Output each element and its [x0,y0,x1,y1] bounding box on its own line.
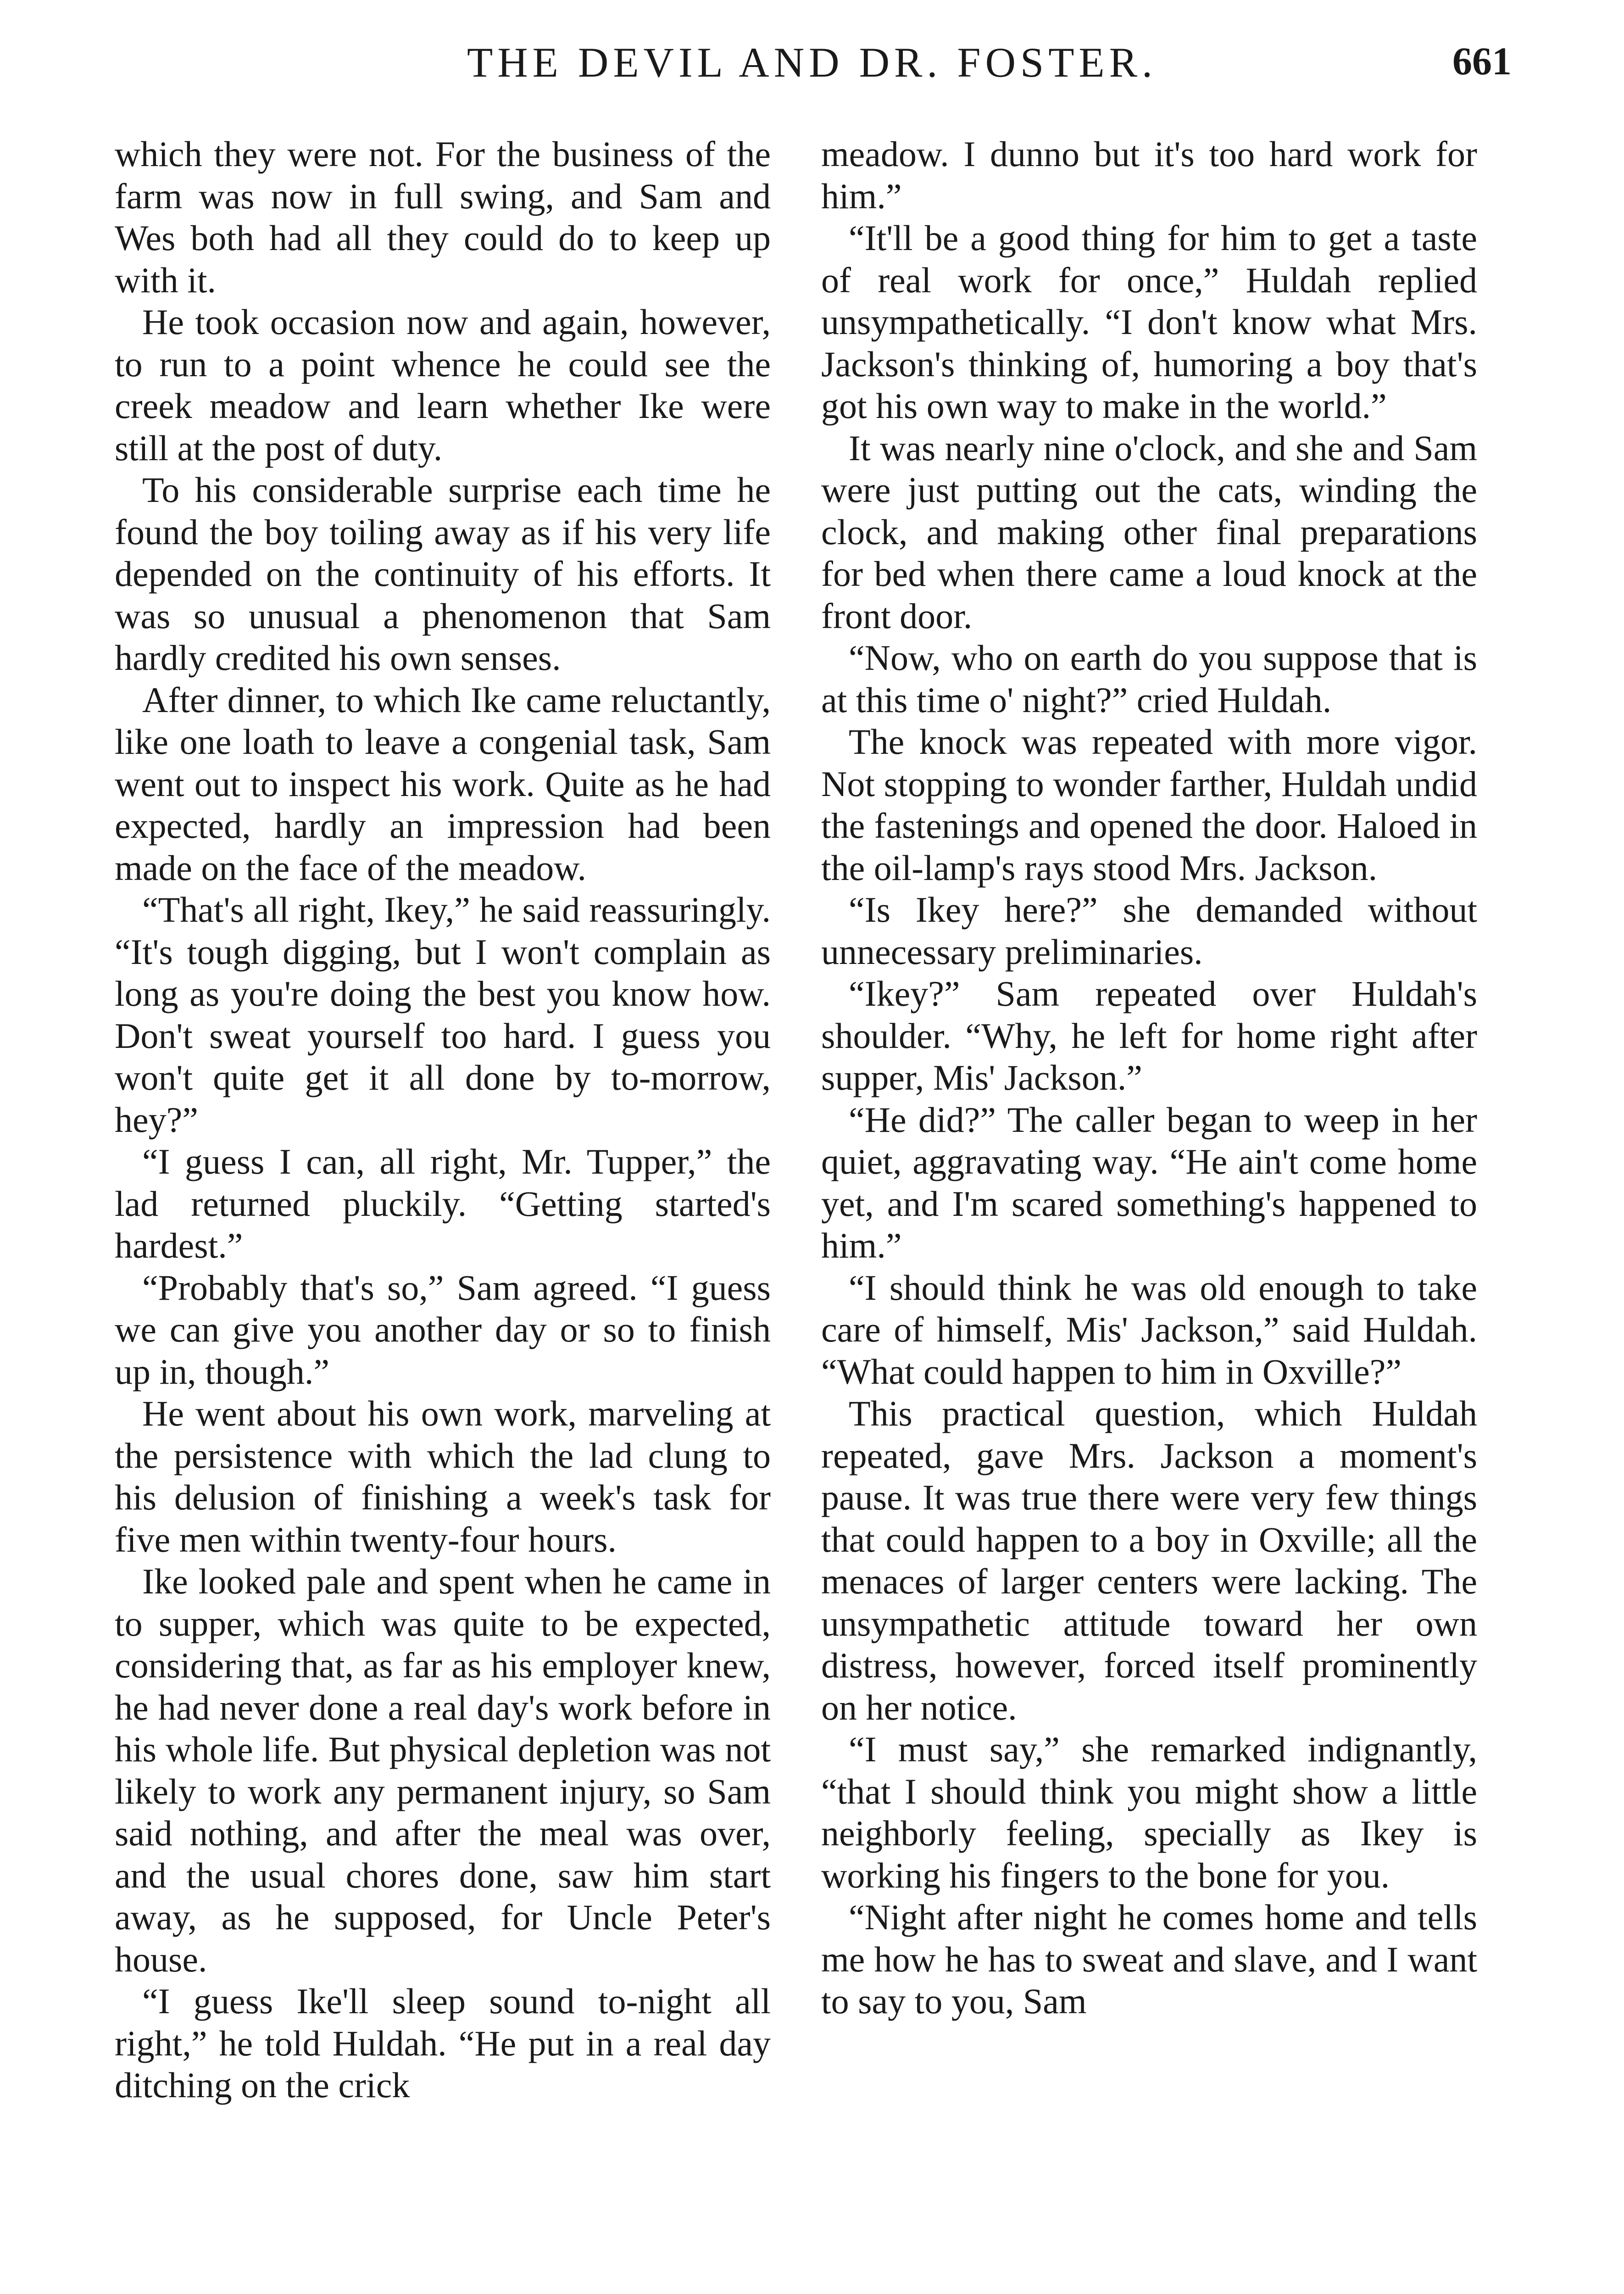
paragraph: To his considerable surprise each time he found the boy toiling away as if his very life depended on the continuity of his efforts. It was so unusual a phenomenon that Sam hardly credited his own senses. [115,470,771,678]
paragraph: “I must say,” she remarked indignantly, “that I should think you might show a little neighborly feeling, specially as Ikey is working his fingers to the bone for you. [821,1729,1477,1895]
paragraph: It was nearly nine o'clock, and she and Sam were just putting out the cats, winding the clock, and making other final preparations for bed when there came a loud knock at the front door. [821,428,1477,636]
running-title: THE DEVIL AND DR. FOSTER. [467,39,1157,86]
paragraph: “I guess I can, all right, Mr. Tupper,” the lad returned pluckily. “Getting started's hardest.” [115,1141,771,1265]
paragraph: After dinner, to which Ike came reluctantly, like one loath to leave a congenial task, Sam went out to inspect his work. Quite as he had expected, hardly an impression had been made on the face of the meadow. [115,679,771,888]
page-number: 661 [1452,39,1512,83]
paragraph: meadow. I dunno but it's too hard work for him.” [821,134,1477,216]
paragraph: “Night after night he comes home and tells me how he has to sweat and slave, and I want to say to you, Sam [821,1897,1477,2021]
paragraph: Ike looked pale and spent when he came in to supper, which was quite to be expected, considering that, as far as his employer knew, he had never done a real day's work before in his whole life. But physical depletion was not likely to work any permanent injury, so Sam said nothing, and after the meal was over, and the usual chores done, saw him start away, as he supposed, for Uncle Peter's house. [115,1561,771,1979]
paragraph: “Now, who on earth do you suppose that is at this time o' night?” cried Huldah. [821,638,1477,720]
paragraph: “Probably that's so,” Sam agreed. “I guess we can give you another day or so to finish up in, though.” [115,1267,771,1392]
paragraph: “Ikey?” Sam repeated over Huldah's shoulder. “Why, he left for home right after supper, Mis' Jackson.” [821,974,1477,1097]
paragraph: The knock was repeated with more vigor. Not stopping to wonder farther, Huldah undid the fastenings and opened the door. Haloed in the oil-lamp's rays stood Mrs. Jackson. [821,722,1477,888]
right-column [821,133,1477,2022]
paragraph: “I should think he was old enough to take care of himself, Mis' Jackson,” said Huldah. “What could happen to him in Oxville?” [821,1267,1477,1392]
paragraph: He went about his own work, marveling at the persistence with which the lad clung to his delusion of finishing a week's task for five men within twenty-four hours. [115,1393,771,1559]
left-column [115,133,771,2106]
paragraph: “It'll be a good thing for him to get a taste of real work for once,” Huldah replied unsympathetically. “I don't know what Mrs. Jackson's thinking of, humoring a boy that's got his own way to make in the world.” [821,218,1477,426]
paragraph: “I guess Ike'll sleep sound to-night all right,” he told Huldah. “He put in a real day ditching on the crick [115,1981,771,2105]
paragraph: He took occasion now and again, however, to run to a point whence he could see the creek meadow and learn whether Ike were still at the post of duty. [115,302,771,468]
paragraph: This practical question, which Huldah repeated, gave Mrs. Jackson a moment's pause. It was true there were very few things that could happen to a boy in Oxville; all the menaces of larger centers were lacking. The unsympathetic attitude toward her own distress, however, forced itself prominently on her notice. [821,1393,1477,1727]
paragraph: “That's all right, Ikey,” he said reassuringly. “It's tough digging, but I won't complain as long as you're doing the best you know how. Don't sweat yourself too hard. I guess you won't quite get it all done by to-morrow, hey?” [115,890,771,1140]
paragraph: “Is Ikey here?” she demanded without unnecessary preliminaries. [821,890,1477,972]
paragraph: which they were not. For the business of the farm was now in full swing, and Sam and Wes both had all they could do to keep up with it. [115,134,771,300]
paragraph: “He did?” The caller began to weep in her quiet, aggravating way. “He ain't come home yet, and I'm scared something's happened to him.” [821,1099,1477,1265]
